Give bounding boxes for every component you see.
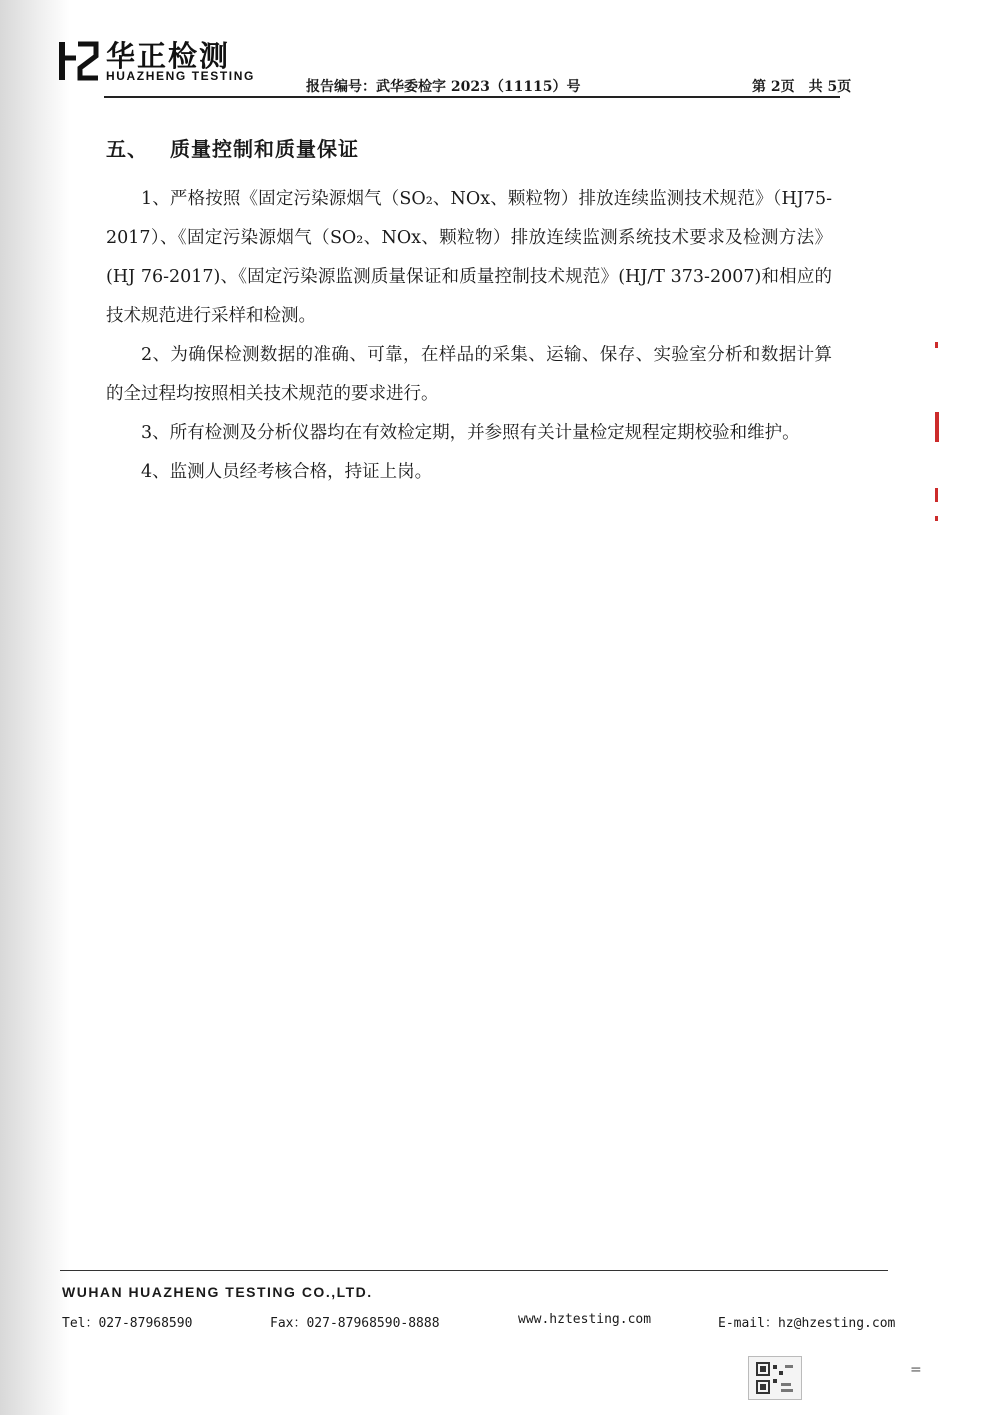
paragraph-3: 3、所有检测及分析仪器均在有效检定期，并参照有关计量检定规程定期校验和维护。 <box>141 423 800 443</box>
logo-chinese-name: 华正检测 <box>106 39 231 73</box>
footer-company: WUHAN HUAZHENG TESTING CO.,LTD. <box>62 1284 373 1300</box>
qr-code-icon <box>748 1356 802 1400</box>
seal-edge-mark <box>935 516 938 521</box>
footer-divider <box>60 1270 888 1271</box>
section-title: 质量控制和质量保证 <box>170 137 359 161</box>
footer-tel: Tel：027-87968590 <box>62 1316 193 1331</box>
scan-edge-shadow <box>0 0 70 1415</box>
section-number: 五、 <box>106 137 148 161</box>
paragraph-1: 1、严格按照《固定污染源烟气（SO₂、NOx、颗粒物）排放连续监测技术规范》（HJ75-2017）、《固定污染源烟气（SO₂、NOx、颗粒物）排放连续监测系统技术要求及检测方法》(HJ 76-2017)、《固定污染源监测质量保证和质量控制技术规范》(HJ/T 373-2007)和相应的技术规范进行采样和检测。 <box>106 189 832 326</box>
header-divider <box>104 96 840 98</box>
page-total: 共 5页 <box>808 79 852 95</box>
huazheng-logo-icon <box>58 38 100 84</box>
seal-edge-mark <box>935 412 939 442</box>
footer-website: www.hztesting.com <box>518 1312 652 1327</box>
section-body <box>106 180 832 492</box>
footer-fax: Fax：027-87968590-8888 <box>270 1316 440 1331</box>
paragraph-2: 2、为确保检测数据的准确、可靠，在样品的采集、运输、保存、实验室分析和数据计算的全过程均按照相关技术规范的要求进行。 <box>106 345 832 404</box>
scan-artifact-mark: = <box>910 1362 922 1378</box>
logo-english-name: HUAZHENG TESTING <box>106 69 255 83</box>
seal-edge-mark <box>935 488 938 502</box>
paragraph-4: 4、监测人员经考核合格，持证上岗。 <box>141 462 433 482</box>
section-heading <box>106 133 359 162</box>
page-indicator <box>752 76 851 96</box>
footer-email: E-mail：hz@hzesting.com <box>718 1316 896 1331</box>
report-number: 报告编号：武华委检字 2023（11115）号 <box>306 79 581 95</box>
page-current: 第 2页 <box>752 79 795 95</box>
seal-edge-mark <box>935 342 938 348</box>
